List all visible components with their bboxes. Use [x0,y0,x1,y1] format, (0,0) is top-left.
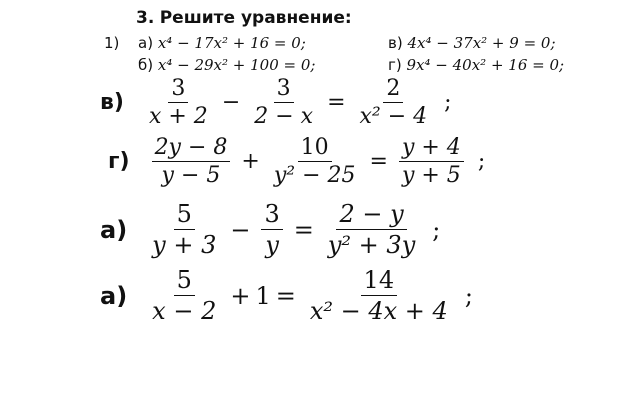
fraction [146,76,211,129]
denominator: y [265,231,279,259]
item-equation: 9x⁴ − 40x² + 16 = 0; [406,56,565,74]
constant-term: 1 [255,281,271,310]
numerator: 10 [298,135,332,162]
numerator: 3 [261,200,282,230]
numerator: 3 [274,76,294,103]
numerator: 2y − 8 [152,135,231,162]
equation-row-1 [104,34,119,52]
item-tag: а) [138,34,154,52]
equation-item [388,34,556,52]
denominator: y² + 3y [327,231,416,259]
numerator: 2 [383,76,403,103]
equals-sign: = [293,215,314,244]
item-tag: г) [388,56,402,74]
fraction [251,76,316,129]
fraction-equation [100,76,452,129]
denominator: y² − 25 [273,163,356,188]
group-number: 1) [104,34,120,52]
equals-sign: = [275,281,296,310]
equals-sign: = [327,90,346,115]
fraction [325,200,418,259]
fraction [307,266,451,325]
denominator: 2 − x [254,104,314,129]
operator: + [230,281,251,310]
fraction-equation [100,200,440,259]
item-tag: б) [138,56,154,74]
denominator: y − 5 [161,163,221,188]
equation-label: в) [100,90,124,115]
equation-label: г) [108,149,130,174]
fraction [149,266,219,325]
numerator: 2 − y [336,200,406,230]
numerator: 14 [361,266,398,296]
item-equation: 4x⁴ − 37x² + 9 = 0; [407,34,556,52]
operator: − [230,215,251,244]
numerator: 3 [168,76,188,103]
equals-sign: = [369,149,388,174]
exercise-title: Решите уравнение: [159,8,352,28]
numerator: 5 [174,200,195,230]
item-tag: в) [388,34,403,52]
denominator: x + 2 [148,104,208,129]
equation-item [138,56,315,74]
operator: − [221,90,241,115]
fraction [261,200,282,259]
numerator: y + 4 [399,135,464,162]
fraction [149,200,219,259]
item-equation: x⁴ − 17x² + 16 = 0; [157,34,306,52]
exercise-header [136,8,352,28]
operator: + [241,149,260,174]
fraction-equation [108,135,485,188]
numerator: 5 [174,266,195,296]
denominator: x² − 4x + 4 [309,297,448,325]
fraction [152,135,231,188]
denominator: y + 5 [401,163,461,188]
denominator: x − 2 [152,297,217,325]
fraction [271,135,359,188]
denominator: y + 3 [152,231,217,259]
equation-item [138,34,306,52]
equation-label: а) [100,281,128,310]
denominator: x² − 4 [359,104,428,129]
semicolon: ; [477,149,486,174]
equation-item [388,56,564,74]
semicolon: ; [444,90,452,115]
equation-label: а) [100,215,128,244]
semicolon: ; [464,281,473,310]
exercise-number: 3. [136,8,155,28]
semicolon: ; [432,215,441,244]
fraction-equation [100,266,473,325]
fraction [399,135,464,188]
item-equation: x⁴ − 29x² + 100 = 0; [157,56,316,74]
fraction [357,76,431,129]
